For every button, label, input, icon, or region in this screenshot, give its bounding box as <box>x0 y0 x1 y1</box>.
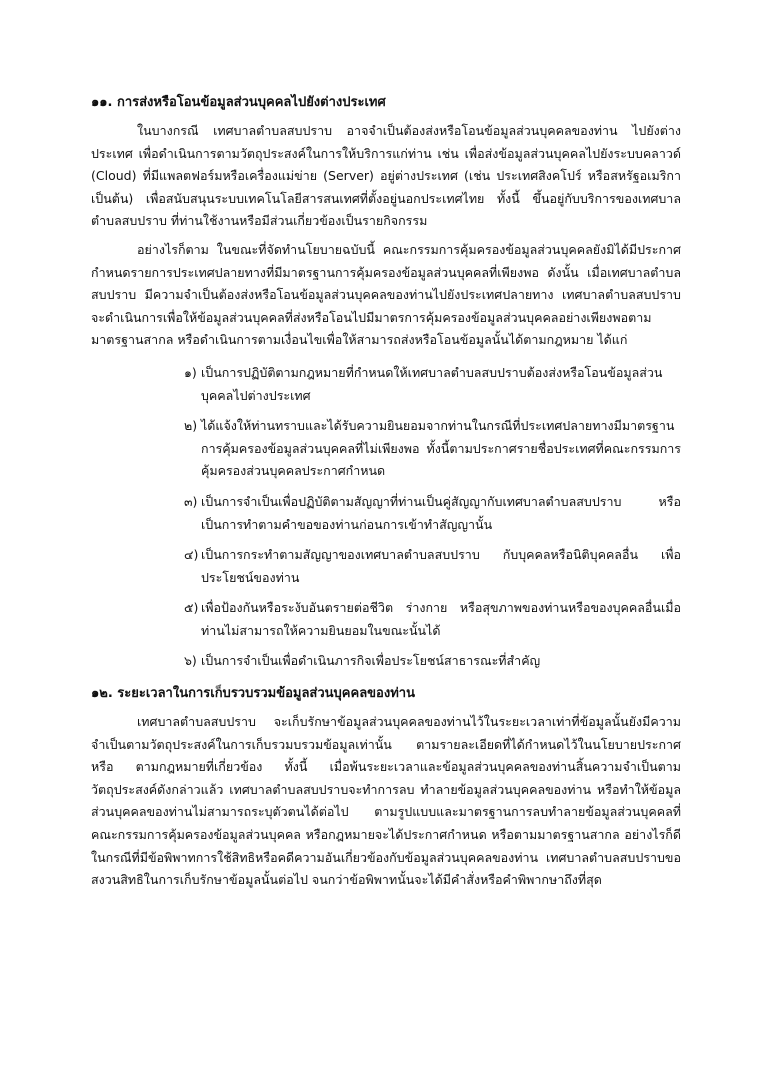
list-item-number: ๖) <box>184 653 197 669</box>
section-11-paragraph-1: ในบางกรณี เทศบาลตำบลสบปราบ อาจจำเป็นต้องส่งหรือโอนข้อมูลส่วนบุคคลของท่าน ไปยังต่างประเทศ เพื่อดำเนินการตามวัตถุประสงค์ในการให้บริการแก่ท่าน เช่น เพื่อส่งข้อมูลส่วนบุคคลไปยังระบบคลาวด์ (Cloud) ที่มีแพลตฟอร์มหรือเครื่องแม่ข่าย (Server) อยู่ต่างประเทศ (เช่น ประเทศสิงคโปร์ หรือสหรัฐอเมริกา เป็นต้น) เพื่อสนับสนุนระบบเทคโนโลยีสารสนเทศที่ตั้งอยู่นอกประเทศไทย ทั้งนี้ ขึ้นอยู่กับบริการของเทศบาลตำบลสบปราบ ที่ท่านใช้งานหรือมีส่วนเกี่ยวข้องเป็นรายกิจกรรม <box>91 123 681 229</box>
list-item <box>91 597 681 642</box>
section-12-paragraph-1: เทศบาลตำบลสบปราบ จะเก็บรักษาข้อมูลส่วนบุคคลของท่านไว้ในระยะเวลาเท่าที่ข้อมูลนั้นยังมีความจำเป็นตามวัตถุประสงค์ในการเก็บรวมบรวมข้อมูลเท่านั้น ตามรายละเอียดที่ได้กำหนดไว้ในนโยบายประกาศหรือ ตามกฎหมายที่เกี่ยวข้อง ทั้งนี้ เมื่อพ้นระยะเวลาและข้อมูลส่วนบุคคลของท่านสิ้นความจำเป็นตามวัตถุประสงค์ดังกล่าวแล้ว เทศบาลตำบลสบปราบจะทำการลบ ทำลายข้อมูลส่วนบุคคลของท่าน หรือทำให้ข้อมูลส่วนบุคคลของท่านไม่สามารถระบุตัวตนได้ต่อไป ตามรูปแบบและมาตรฐานการลบทำลายข้อมูลส่วนบุคคลที่คณะกรรมการคุ้มครองข้อมูลส่วนบุคคล หรือกฎหมายจะได้ประกาศกำหนด หรือตามมาตรฐานสากล อย่างไรก็ดี ในกรณีที่มีข้อพิพาทการใช้สิทธิหรือคดีความอันเกี่ยวข้องกับข้อมูลส่วนบุคคลของท่าน เทศบาลตำบลสบปราบขอสงวนสิทธิในการเก็บรักษาข้อมูลนั้นต่อไป จนกว่าข้อพิพาทนั้นจะได้มีคำสั่งหรือคำพิพากษาถึงที่สุด <box>91 714 681 888</box>
list-item <box>91 491 681 536</box>
document-content <box>91 92 681 898</box>
list-item-text: ได้แจ้งให้ท่านทราบและได้รับความยินยอมจากท่านในกรณีที่ประเทศปลายทางมีมาตรฐานการคุ้มครองข้อมูลส่วนบุคคลที่ไม่เพียงพอ ทั้งนี้ตามประกาศรายชื่อประเทศที่คณะกรรมการคุ้มครองส่วนบุคคลประกาศกำหนด <box>201 418 681 479</box>
transfer-conditions-list <box>91 362 681 673</box>
section-11-heading: ๑๑. การส่งหรือโอนข้อมูลส่วนบุคคลไปยังต่างประเทศ <box>91 95 386 110</box>
list-item-number: ๒) <box>184 418 198 434</box>
section-12-heading: ๑๒. ระยะเวลาในการเก็บรวบรวมข้อมูลส่วนบุคคลของท่าน <box>91 686 415 702</box>
list-item <box>91 415 681 483</box>
list-item-number: ๕) <box>184 600 199 616</box>
list-item-number: ๔) <box>184 547 199 563</box>
list-item-number: ๓) <box>184 493 198 509</box>
section-11-paragraph-2: อย่างไรก็ตาม ในขณะที่จัดทำนโยบายฉบับนี้ คณะกรรมการคุ้มครองข้อมูลส่วนบุคคลยังมิได้มีประกาศกำหนดรายการประเทศปลายทางที่มีมาตรฐานการคุ้มครองข้อมูลส่วนบุคคลที่เพียงพอ ดังนั้น เมื่อเทศบาลตำบลสบปราบ มีความจำเป็นต้องส่งหรือโอนข้อมูลส่วนบุคคลของท่านไปยังประเทศปลายทาง เทศบาลตำบลสบปราบ จะดำเนินการเพื่อให้ข้อมูลส่วนบุคคลที่ส่งหรือโอนไปมีมาตรการคุ้มครองข้อมูลส่วนบุคคลอย่างเพียงพอตามมาตรฐานสากล หรือดำเนินการตามเงื่อนไขเพื่อให้สามารถส่งหรือโอนข้อมูลนั้นได้ตามกฎหมาย ได้แก่ <box>91 241 681 348</box>
list-item-text: เป็นการปฏิบัติตามกฎหมายที่กำหนดให้เทศบาลตำบลสบปราบต้องส่งหรือโอนข้อมูลส่วนบุคคลไปต่างประเทศ <box>201 364 663 403</box>
list-item-text: เพื่อป้องกันหรือระงับอันตรายต่อชีวิต ร่างกาย หรือสุขภาพของท่านหรือของบุคคลอื่นเมื่อท่านไม่สามารถให้ความยินยอมในขณะนั้นได้ <box>201 600 681 638</box>
list-item-number: ๑) <box>184 364 197 380</box>
list-item <box>91 650 681 673</box>
list-item-text: เป็นการจำเป็นเพื่อปฏิบัติตามสัญญาที่ท่านเป็นคู่สัญญากับเทศบาลตำบลสบปราบ หรือเป็นการทำตามคำขอของท่านก่อนการเข้าทำสัญญานั้น <box>201 493 681 532</box>
list-item <box>91 544 681 589</box>
list-item-text: เป็นการกระทำตามสัญญาของเทศบาลตำบลสบปราบ กับบุคคลหรือนิติบุคคลอื่น เพื่อประโยชน์ของท่าน <box>201 547 681 585</box>
list-item-text: เป็นการจำเป็นเพื่อดำเนินภารกิจเพื่อประโยชน์สาธารณะที่สำคัญ <box>201 653 541 669</box>
list-item <box>91 362 681 407</box>
